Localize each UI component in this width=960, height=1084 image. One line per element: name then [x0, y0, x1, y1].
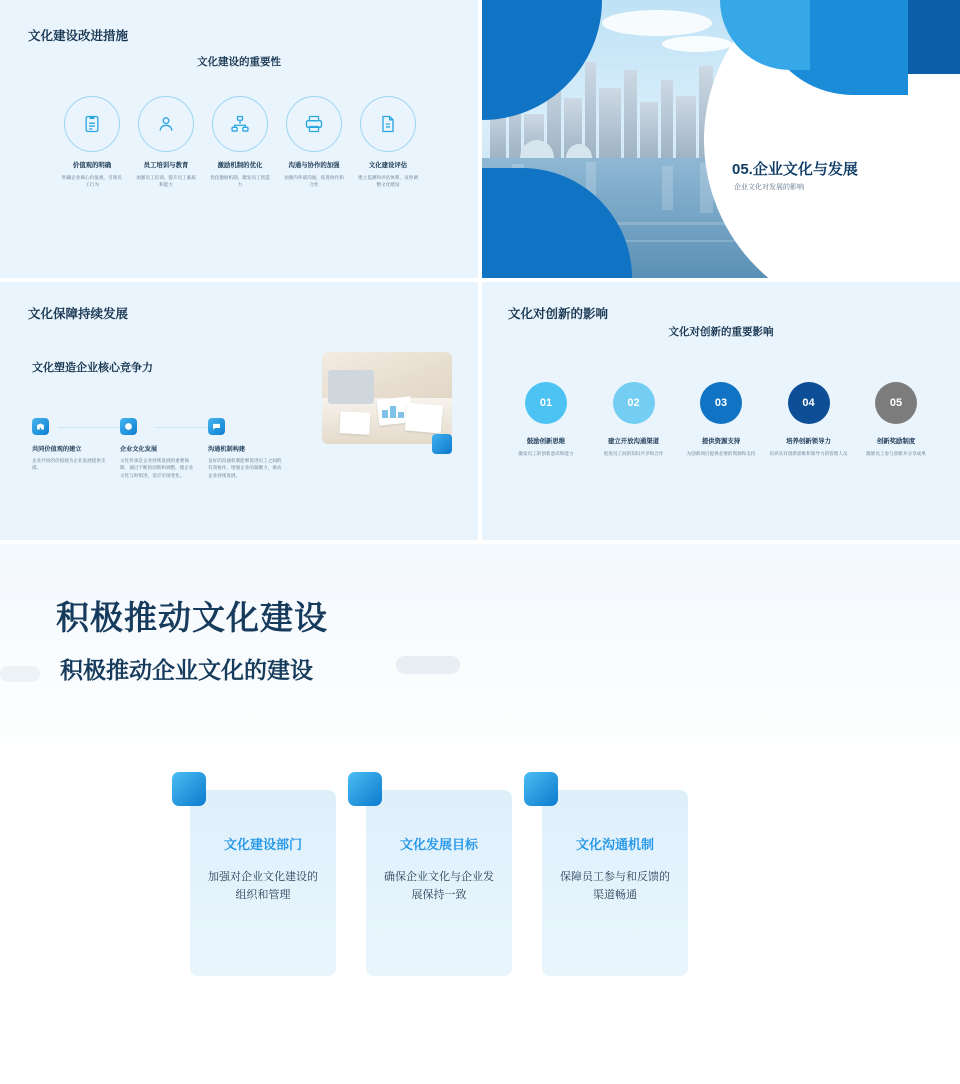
decorative-square	[432, 434, 452, 454]
item-caption: 创新奖励制度	[876, 438, 916, 445]
slide-corporate-culture-development	[482, 0, 960, 278]
list-item	[120, 418, 194, 479]
item-description: 加强员工培训，提升员工素质和能力	[136, 175, 196, 188]
decorative-pill	[396, 656, 460, 674]
item-caption: 企业文化发展	[120, 446, 158, 453]
card-heading: 文化发展目标	[399, 837, 478, 852]
item-caption: 价值观的明确	[72, 162, 112, 169]
page-subtitle: 积极推动企业文化的建设	[60, 657, 313, 683]
card-heading: 文化建设部门	[223, 837, 302, 852]
card-corner-badge	[524, 772, 558, 806]
item-description: 企业共同的价值观为企业发展提供支撑。	[32, 458, 106, 471]
card-body: 确保企业文化与企业发展保持一致	[384, 871, 494, 902]
divider-horizontal-2	[0, 540, 960, 544]
list-item	[767, 382, 851, 457]
page-title: 积极推动文化建设	[56, 599, 328, 636]
list-item	[854, 382, 938, 457]
slide1-title: 文化建设改进措施	[28, 29, 129, 43]
card-heading: 文化沟通机制	[575, 837, 654, 852]
item-caption: 沟通机制构建	[208, 446, 246, 453]
step-number-badge: 04	[788, 382, 830, 424]
item-caption: 培养创新领导力	[786, 438, 831, 445]
item-description: 促进员工间的知识共享和合作	[603, 451, 664, 456]
divider-vertical	[478, 0, 482, 540]
item-description: 文化传承是企业持续发展的重要保障，通过不断的创新和调整，使企业文化与时俱进，适应市场变化。	[120, 458, 194, 478]
step-number-badge: 03	[700, 382, 742, 424]
person-icon	[138, 96, 194, 152]
item-description: 加强内外部沟通，促进协作和合作	[284, 175, 344, 188]
info-card[interactable]	[190, 790, 336, 976]
gear-icon	[120, 418, 137, 435]
list-item	[208, 96, 272, 189]
numbered-step-row	[504, 382, 938, 457]
slide4-title: 文化对创新的影响	[508, 307, 609, 321]
network-icon	[212, 96, 268, 152]
decorative-pill-left	[0, 666, 40, 682]
divider-horizontal	[0, 278, 960, 282]
slide-culture-improvement	[0, 0, 478, 278]
card-corner-badge	[172, 772, 206, 806]
item-description: 为创新项目提供必要的资源和支持	[686, 451, 756, 456]
circle-icon-row	[60, 96, 420, 189]
card-row	[190, 790, 688, 976]
item-description: 激发员工的创新意识和能力	[518, 451, 574, 456]
office-desk-photo	[322, 352, 452, 444]
slide-promote-culture-construction	[0, 544, 960, 1084]
list-item	[592, 382, 676, 457]
item-description: 建立监测和评估体系，及时调整文化建设	[358, 175, 418, 188]
item-description: 明确企业核心价值观，引领员工行为	[62, 175, 122, 188]
slide3-heading: 文化塑造企业核心竞争力	[32, 362, 153, 374]
printer-icon	[286, 96, 342, 152]
list-item	[134, 96, 198, 189]
item-caption: 文化建设评估	[368, 162, 408, 169]
list-item	[282, 96, 346, 189]
item-caption: 员工培训与教育	[143, 162, 189, 169]
card-body: 加强对企业文化建设的组织和管理	[208, 871, 318, 902]
info-card[interactable]	[366, 790, 512, 976]
slide-culture-sustains-development	[0, 282, 478, 540]
item-caption: 鼓励创新思维	[526, 438, 566, 445]
info-card[interactable]	[542, 790, 688, 976]
card-body: 保障员工参与和反馈的渠道畅通	[560, 871, 670, 902]
step-number-badge: 01	[525, 382, 567, 424]
item-caption: 共同价值观的建立	[32, 446, 82, 453]
item-caption: 激励机制的优化	[217, 162, 263, 169]
step-number-badge: 05	[875, 382, 917, 424]
item-description: 培养具有创新思维和领导力的管理人员	[769, 451, 848, 456]
culture-guarantee-list	[32, 418, 282, 479]
slide-culture-impact-on-innovation	[482, 282, 960, 540]
list-item	[32, 418, 106, 479]
slide4-subtitle: 文化对创新的重要影响	[668, 326, 774, 338]
building-icon	[32, 418, 49, 435]
list-item	[356, 96, 420, 189]
item-description: 激励员工参与创新并分享成果	[866, 451, 926, 456]
list-item	[60, 96, 124, 189]
list-item	[208, 418, 282, 479]
card-corner-badge	[348, 772, 382, 806]
slide3-title: 文化保障持续发展	[28, 307, 129, 321]
item-caption: 沟通与协作的加强	[288, 162, 340, 169]
item-caption: 建立开放沟通渠道	[607, 438, 660, 445]
item-description: 优化激励机制，激发员工创造力	[210, 175, 270, 188]
chat-icon	[208, 418, 225, 435]
slide2-subtitle: 企业文化对发展的影响	[734, 184, 804, 191]
list-item	[679, 382, 763, 457]
slide1-subtitle: 文化建设的重要性	[197, 56, 281, 68]
list-item	[504, 382, 588, 457]
slide2-title: 05.企业文化与发展	[732, 161, 858, 178]
item-description: 良好的沟通机制能够促进员工之间的有效协作，增强企业的凝聚力，推动企业持续发展。	[208, 458, 282, 478]
step-number-badge: 02	[613, 382, 655, 424]
item-caption: 提供资源支持	[701, 438, 741, 445]
document-icon	[360, 96, 416, 152]
clipboard-icon	[64, 96, 120, 152]
